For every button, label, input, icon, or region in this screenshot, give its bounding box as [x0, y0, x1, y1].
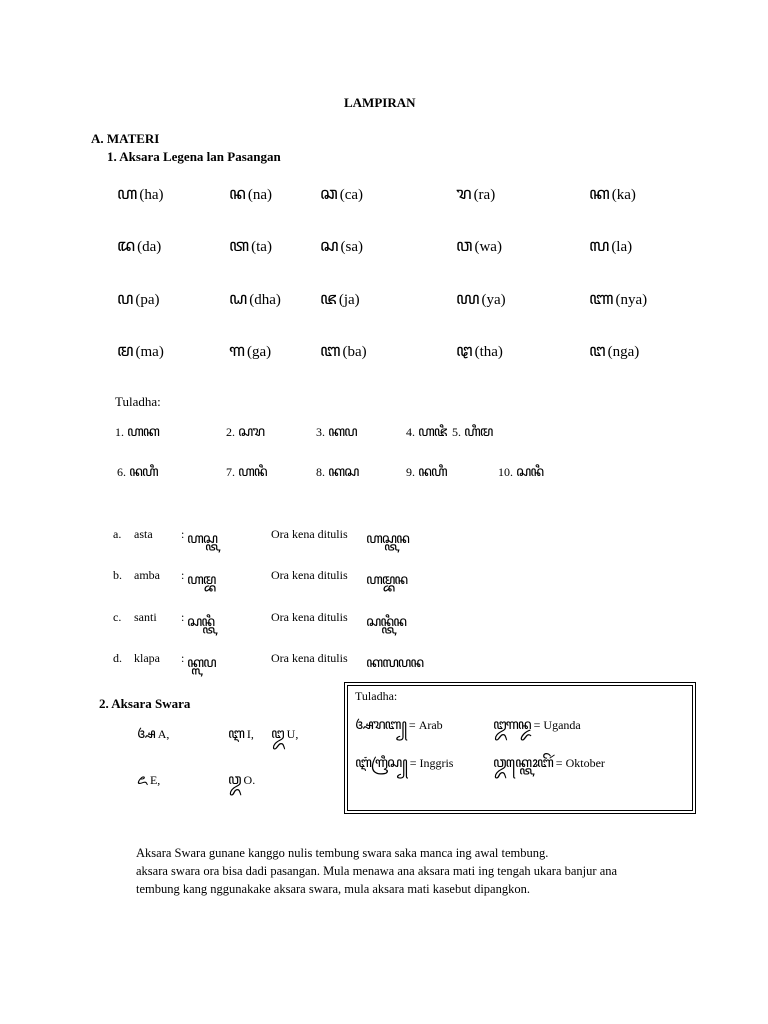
example-word: klapa — [134, 651, 160, 665]
swara-latin: A, — [157, 727, 170, 741]
tuladha-item — [406, 420, 447, 449]
legena-glyph: ꦩ — [117, 341, 133, 361]
paragraph-line: Aksara Swara gunane kanggo nulis tembung swara saka manca ing awal tembung. — [136, 846, 549, 860]
legena-glyph: ꦠ — [229, 236, 249, 256]
legena-glyph: ꦛ — [456, 341, 472, 361]
swara-glyph: ꦎ — [228, 772, 241, 788]
legena-latin: (la) — [611, 239, 633, 255]
legena-latin: (ja) — [338, 292, 360, 308]
legena-latin: (nga) — [607, 344, 640, 360]
legena-glyph: ꦥ — [117, 289, 133, 309]
legena-glyph: ꦪ — [456, 289, 479, 309]
box-item — [493, 713, 581, 742]
example-letter: d. — [113, 651, 122, 665]
tuladha-number: 1. — [115, 425, 124, 439]
legena-glyph: ꦢ — [117, 236, 135, 256]
tuladha-number: 9. — [406, 465, 415, 479]
legena-latin: (ha) — [139, 187, 164, 203]
example-colon: : — [181, 527, 185, 541]
legena-item — [456, 232, 502, 267]
box-item-latin: = Arab — [408, 718, 443, 732]
legena-item — [456, 180, 495, 215]
legena-latin: (ta) — [251, 239, 272, 255]
legena-glyph: ꦕ — [320, 184, 337, 204]
tuladha-number: 7. — [226, 465, 235, 479]
example-wrong: ꦲꦩ꧀ꦧꦤ — [366, 572, 408, 588]
tuladha-number: 6. — [117, 465, 126, 479]
legena-latin: (ka) — [611, 187, 636, 203]
swara-item — [137, 722, 169, 751]
legena-item — [320, 337, 367, 372]
tuladha-glyph: ꦏꦱ — [328, 464, 359, 480]
example-word: asta — [134, 527, 153, 541]
legena-item — [320, 285, 360, 320]
legena-latin: (nya) — [615, 292, 648, 308]
legena-item — [456, 337, 503, 372]
tuladha-label: Tuladha: — [115, 394, 161, 409]
example-letter: a. — [113, 527, 122, 541]
legena-glyph: ꦏ — [589, 184, 609, 204]
example-wrong: ꦏꦭꦥꦤ — [366, 655, 424, 671]
legena-item — [589, 285, 647, 320]
tuladha-item — [117, 460, 158, 489]
legena-latin: (wa) — [474, 239, 502, 255]
example-note: Ora kena ditulis — [271, 527, 348, 541]
legena-glyph: ꦤ — [229, 184, 245, 204]
legena-item — [229, 232, 272, 267]
example-word: santi — [134, 610, 157, 624]
tuladha-number: 4. — [406, 425, 415, 439]
swara-item — [228, 722, 254, 751]
legena-item — [117, 337, 164, 372]
legena-latin: (ca) — [339, 187, 364, 203]
legena-latin: (ba) — [342, 344, 367, 360]
swara-glyph: ꦈ — [271, 726, 284, 742]
tuladha-item — [115, 420, 159, 449]
legena-latin: (dha) — [249, 292, 281, 308]
box-item — [355, 713, 443, 742]
example-word: amba — [134, 568, 160, 582]
tuladha-glyph: ꦲꦶꦩ — [464, 424, 493, 440]
tuladha-box — [344, 682, 696, 814]
legena-glyph: ꦫ — [456, 184, 471, 204]
swara-latin: I, — [246, 727, 254, 741]
legena-latin: (na) — [247, 187, 272, 203]
legena-item — [589, 180, 636, 215]
tuladha-glyph: ꦱꦫ — [238, 424, 265, 440]
tuladha-item — [226, 460, 267, 489]
example-letter: c. — [113, 610, 122, 624]
example-letter: b. — [113, 568, 122, 582]
tuladha-glyph: ꦤꦲꦶ — [129, 464, 158, 480]
tuladha-glyph: ꦲꦏ — [127, 424, 159, 440]
tuladha-glyph: ꦲꦗꦶ — [418, 424, 447, 440]
legena-item — [589, 337, 639, 372]
example-note: Ora kena ditulis — [271, 651, 348, 665]
tuladha-item — [498, 460, 543, 489]
tuladha-item — [316, 460, 358, 489]
legena-item — [456, 285, 506, 320]
swara-latin: O. — [243, 773, 256, 787]
tuladha-number: 2. — [226, 425, 235, 439]
legena-item — [117, 180, 163, 215]
legena-glyph: ꦭ — [589, 236, 609, 256]
legena-glyph: ꦔ — [589, 341, 605, 361]
legena-latin: (ma) — [135, 344, 164, 360]
tuladha-item — [406, 460, 447, 489]
example-colon: : — [181, 610, 185, 624]
subsection-heading-legena: 1. Aksara Legena lan Pasangan — [107, 149, 281, 164]
box-item-javanese: ꦄꦫꦧ꧀ — [355, 717, 406, 733]
legena-glyph: ꦒ — [229, 341, 244, 361]
example-colon: : — [181, 651, 185, 665]
example-javanese: ꦏ꧀ꦭꦥ — [187, 655, 216, 671]
legena-glyph: ꦝ — [229, 289, 247, 309]
legena-glyph: ꦧ — [320, 341, 340, 361]
tuladha-number: 8. — [316, 465, 325, 479]
swara-item — [137, 768, 160, 797]
tuladha-number: 10. — [498, 465, 513, 479]
legena-latin: (tha) — [474, 344, 503, 360]
legena-latin: (ga) — [246, 344, 272, 360]
tuladha-glyph: ꦲꦤꦶ — [238, 464, 267, 480]
swara-latin: E, — [149, 773, 161, 787]
tuladha-number: 3. — [316, 425, 325, 439]
legena-glyph: ꦲ — [117, 184, 137, 204]
legena-item — [229, 285, 281, 320]
legena-glyph: ꦮ — [456, 236, 472, 256]
tuladha-item — [226, 420, 264, 449]
subsection-heading-swara: 2. Aksara Swara — [99, 696, 191, 711]
swara-glyph: ꦌ — [137, 772, 147, 788]
box-item — [355, 751, 453, 780]
example-colon: : — [181, 568, 185, 582]
legena-item — [320, 232, 363, 267]
box-item — [493, 751, 605, 780]
section-heading-materi: A. MATERI — [91, 131, 160, 146]
legena-item — [117, 232, 161, 267]
tuladha-item — [316, 420, 357, 449]
tuladha-glyph: ꦏꦥ — [328, 424, 357, 440]
swara-latin: U, — [286, 727, 299, 741]
legena-glyph: ꦗ — [320, 289, 336, 309]
paragraph-line: tembung kang nggunakake aksara swara, mula aksara mati kasebut dipangkon. — [136, 882, 530, 896]
legena-latin: (ya) — [481, 292, 506, 308]
tuladha-glyph: ꦤꦲꦶ — [418, 464, 447, 480]
swara-item — [228, 768, 255, 797]
legena-item — [229, 180, 272, 215]
legena-latin: (da) — [137, 239, 162, 255]
box-item-latin: = Oktober — [555, 756, 605, 770]
example-wrong: ꦲꦱ꧀ꦠꦤ — [366, 531, 409, 547]
example-javanese: ꦱꦤ꧀ꦠꦶ — [187, 614, 215, 630]
example-note: Ora kena ditulis — [271, 610, 348, 624]
swara-item — [271, 722, 298, 751]
legena-item — [589, 232, 632, 267]
box-item-javanese: ꦆꦁꦒꦿꦶꦱ꧀ — [355, 755, 407, 771]
legena-latin: (sa) — [340, 239, 363, 255]
legena-glyph: ꦱ — [320, 236, 338, 256]
box-item-javanese: ꦈꦒꦤ꧀ꦢ — [493, 717, 531, 733]
box-item-javanese: ꦎꦏ꧀ꦠꦺꦴꦧꦼꦂ — [493, 755, 553, 771]
example-wrong: ꦱꦤ꧀ꦠꦶꦤ — [366, 614, 406, 630]
tuladha-glyph: ꦱꦤꦶ — [516, 464, 544, 480]
legena-latin: (pa) — [135, 292, 160, 308]
box-item-latin: = Inggris — [409, 756, 454, 770]
legena-latin: (ra) — [473, 187, 496, 203]
example-javanese: ꦲꦱ꧀ꦠ — [187, 531, 217, 547]
tuladha-item — [452, 420, 492, 449]
tuladha-number: 5. — [452, 425, 461, 439]
example-javanese: ꦲꦩ꧀ꦧ — [187, 572, 216, 588]
legena-item — [320, 180, 363, 215]
example-note: Ora kena ditulis — [271, 568, 348, 582]
box-item-latin: = Uganda — [533, 718, 581, 732]
paragraph-line: aksara swara ora bisa dadi pasangan. Mula menawa ana aksara mati ing tengah ukara banjur ana — [136, 864, 618, 878]
swara-glyph: ꦄ — [137, 726, 155, 742]
box-label: Tuladha: — [355, 689, 398, 703]
legena-item — [117, 285, 160, 320]
page-title: LAMPIRAN — [344, 95, 416, 110]
legena-item — [229, 337, 271, 372]
swara-glyph: ꦆ — [228, 726, 244, 742]
legena-glyph: ꦚ — [589, 289, 613, 309]
